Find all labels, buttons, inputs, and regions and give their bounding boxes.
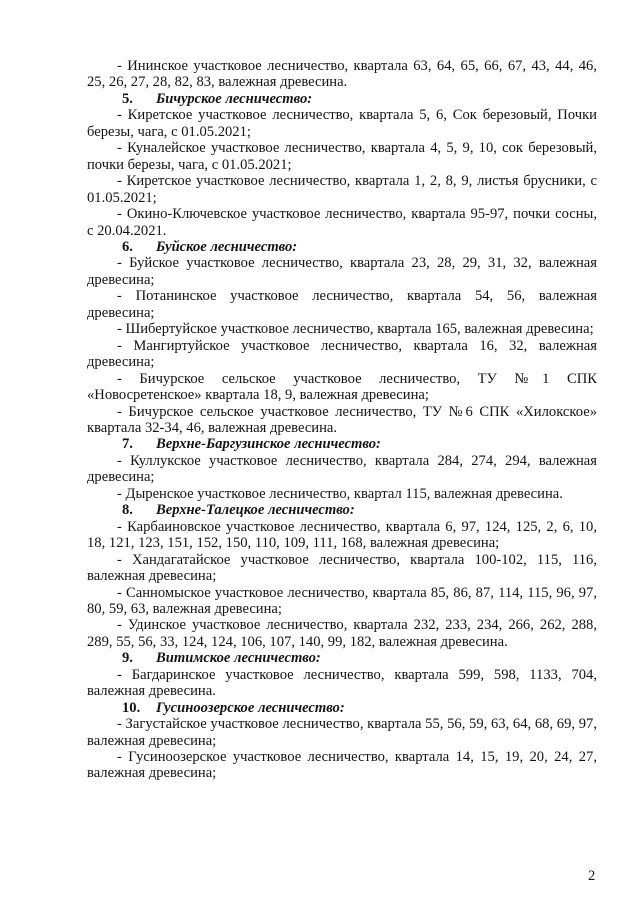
- list-item: - Куналейское участковое лесничество, квартала 4, 5, 9, 10, сок березовый, почки березы, чага, с 01.05.2021;: [87, 140, 597, 173]
- list-item: - Дыренское участковое лесничество, квартал 115, валежная древесина.: [117, 485, 563, 502]
- list-item: - Карбаиновское участковое лесничество, квартала 6, 97, 124, 125, 2, 6, 10, 18, 121, 123, 151, 152, 150, 110, 109, 111, 168, валежная древесина;: [87, 518, 597, 552]
- section-title: Верхне-Баргузинское лесничество:: [156, 436, 381, 453]
- page-number: 2: [588, 868, 596, 884]
- section-heading: [87, 650, 597, 666]
- section-title: Верхне-Талецкое лесничество:: [156, 502, 355, 519]
- list-item: - Санномыское участковое лесничество, квартала 85, 86, 87, 114, 115, 96, 97, 80, 59, 63, валежная древесина;: [87, 584, 597, 617]
- list-item: - Багдаринское участковое лесничество, квартала 599, 598, 1133, 704, валежная древесина.: [87, 666, 597, 700]
- section-title: Гусиноозерское лесничество:: [156, 699, 345, 716]
- list-item: - Бичурское сельское участковое лесничество, ТУ №6 СПК «Хилокское» квартала 32-34, 46, валежная древесина.: [87, 403, 597, 436]
- list-item: - Окино-Ключевское участковое лесничество, квартала 95-97, почки сосны, с 20.04.2021.: [87, 206, 597, 239]
- list-item: - Бичурское сельское участковое лесничество, ТУ №1 СПК «Новосретенское» квартала 18, 9, валежная древесина;: [87, 370, 597, 404]
- section-number: 5.: [122, 90, 133, 107]
- section-number: 8.: [122, 502, 133, 519]
- section-heading: [87, 502, 597, 518]
- list-item: - Киретское участковое лесничество, квартала 5, 6, Сок березовый, Почки березы, чага, с 01.05.2021;: [87, 107, 597, 140]
- section-title: Бичурское лесничество:: [156, 90, 313, 107]
- list-item: - Ининское участковое лесничество, квартала 63, 64, 65, 66, 67, 43, 44, 46, 25, 26, 27, 28, 82, 83, валежная древесина.: [87, 58, 597, 91]
- list-item: - Загустайское участковое лесничество, квартала 55, 56, 59, 63, 64, 68, 69, 97, валежная древесина;: [87, 716, 597, 749]
- list-item: - Удинское участковое лесничество, квартала 232, 233, 234, 266, 262, 288, 289, 55, 56, 33, 124, 124, 106, 107, 140, 99, 182, валежная древесина.: [87, 617, 597, 650]
- list-item: - Куллукское участковое лесничество, квартала 284, 274, 294, валежная древесина;: [87, 452, 597, 486]
- list-item: - Мангиртуйское участковое лесничество, квартала 16, 32, валежная древесина;: [87, 337, 597, 371]
- section-number: 10.: [122, 699, 141, 716]
- section-heading: [87, 91, 597, 107]
- section-number: 9.: [122, 650, 133, 667]
- section-heading: [87, 239, 597, 255]
- section-title: Буйское лесничество:: [156, 238, 298, 255]
- list-item: - Гусиноозерское участковое лесничество, квартала 14, 15, 19, 20, 24, 27, валежная древесина;: [87, 749, 597, 782]
- section-number: 7.: [122, 436, 133, 453]
- section-heading: [87, 436, 597, 452]
- list-item: - Хандагатайское участковое лесничество, квартала 100-102, 115, 116, валежная древесина;: [87, 551, 597, 585]
- section-title: Витимское лесничество:: [156, 650, 321, 667]
- list-item: - Киретское участковое лесничество, квартала 1, 2, 8, 9, листья брусники, с 01.05.2021;: [87, 173, 597, 206]
- document-body: [87, 58, 597, 782]
- list-item: - Шибертуйское участковое лесничество, квартала 165, валежная древесина;: [117, 321, 594, 338]
- list-item: - Потанинское участковое лесничество, квартала 54, 56, валежная древесина;: [87, 288, 597, 321]
- section-number: 6.: [122, 238, 133, 255]
- section-heading: [87, 700, 597, 716]
- list-item: - Буйское участковое лесничество, квартала 23, 28, 29, 31, 32, валежная древесина;: [87, 255, 597, 288]
